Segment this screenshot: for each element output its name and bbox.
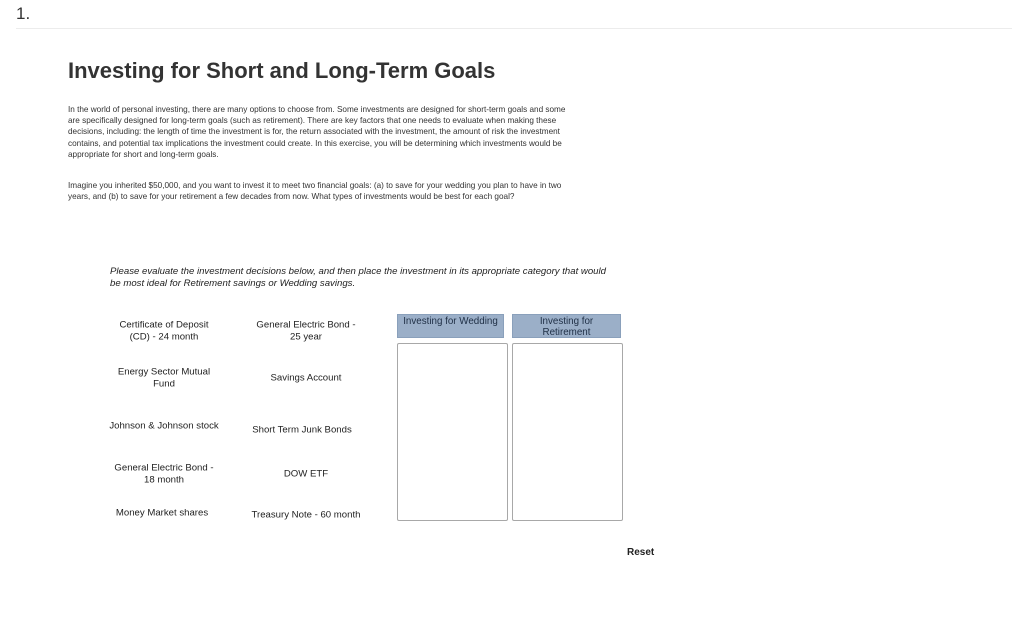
- item-savings-account[interactable]: Savings Account: [270, 372, 342, 384]
- question-number: 1.: [16, 4, 31, 23]
- intro-paragraph: In the world of personal investing, there are many options to choose from. Some investments are designed for short-term goals and some are specifically designed for long-term goals (such as retirement). There are key factors that one needs to evaluate when making these decisions, including: the length of time the investment is for, the return associated with the investment, the amount of risk the investment contains, and potential tax implications the investment could create. In this exercise, you will be determining which investments would be appropriate for short and long-term goals.: [68, 105, 566, 159]
- item-treasury-note-60-month[interactable]: Treasury Note - 60 month: [251, 509, 361, 521]
- reset-button[interactable]: Reset: [627, 547, 655, 558]
- wedding-bin-header: Investing for Wedding: [397, 314, 504, 338]
- header-divider: [16, 28, 1012, 29]
- retirement-bin-header: Investing for Retirement: [512, 314, 621, 338]
- wedding-drop-zone[interactable]: [397, 343, 508, 521]
- item-dow-etf[interactable]: DOW ETF: [283, 468, 329, 480]
- item-energy-mutual-fund[interactable]: Energy Sector Mutual Fund: [117, 366, 211, 389]
- item-short-term-junk-bonds[interactable]: Short Term Junk Bonds: [252, 424, 352, 436]
- item-ge-bond-25-year[interactable]: General Electric Bond - 25 year: [256, 319, 356, 342]
- item-jnj-stock[interactable]: Johnson & Johnson stock: [109, 420, 219, 432]
- item-money-market-shares[interactable]: Money Market shares: [115, 507, 209, 519]
- item-ge-bond-18-month[interactable]: General Electric Bond - 18 month: [114, 462, 214, 485]
- page-title: Investing for Short and Long-Term Goals: [68, 58, 496, 83]
- scenario-paragraph: Imagine you inherited $50,000, and you want to invest it to meet two financial goals: (a) to save for your wedding you plan to have in two years, and (b) to save for your retirement a few decades from now. What types of investments would be best for each goal?: [68, 181, 562, 202]
- item-cd-24-month[interactable]: Certificate of Deposit (CD) - 24 month: [119, 319, 209, 342]
- retirement-drop-zone[interactable]: [512, 343, 623, 521]
- instructions: Please evaluate the investment decisions below, and then place the investment in its appropriate category that would be most ideal for Retirement savings or Wedding savings.: [110, 266, 606, 289]
